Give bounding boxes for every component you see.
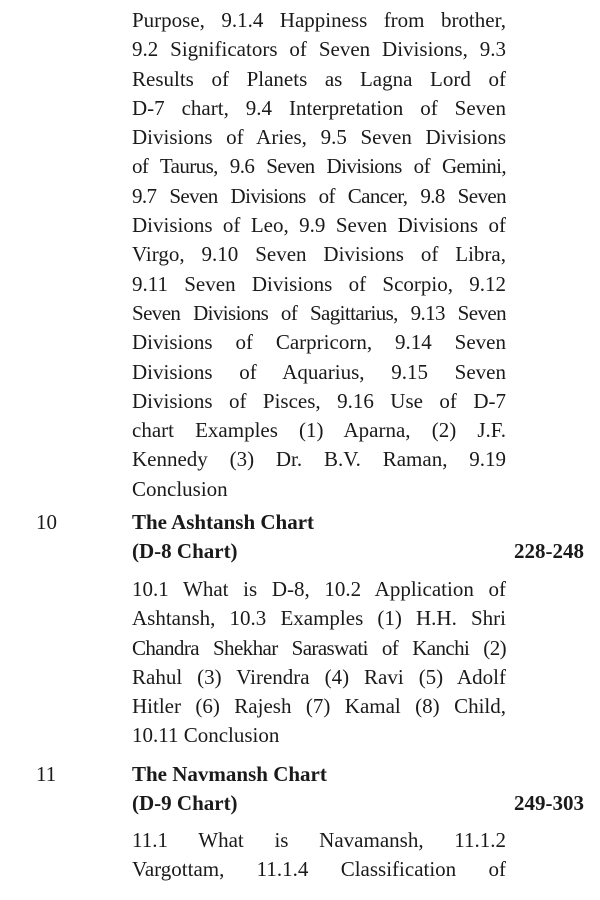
chapter-subtitle: (D-8 Chart) [132, 539, 238, 563]
toc-line: Rahul (3) Virendra (4) Ravi (5) Adolf [132, 664, 506, 689]
toc-line: Ashtansh, 10.3 Examples (1) H.H. Shri [132, 606, 506, 631]
chapter-subtitle: (D-9 Chart) [132, 791, 238, 815]
toc-line: 9.7 Seven Divisions of Cancer, 9.8 Seven [132, 183, 506, 208]
chapter-page-range: 249-303 [514, 791, 584, 815]
toc-line: Seven Divisions of Sagittarius, 9.13 Seven [132, 300, 506, 325]
chapter-number: 11 [36, 762, 57, 786]
toc-line: Divisions of Aries, 9.5 Seven Divisions [132, 125, 506, 150]
chapter-11-description [132, 826, 506, 885]
toc-line: 9.11 Seven Divisions of Scorpio, 9.12 [132, 271, 506, 296]
toc-line: of Taurus, 9.6 Seven Divisions of Gemini, [132, 154, 506, 179]
toc-line: Purpose, 9.1.4 Happiness from brother, [132, 8, 506, 32]
chapter-page-range: 228-248 [514, 539, 584, 563]
chapter-title: The Ashtansh Chart [132, 510, 315, 534]
toc-line: 11.1 What is Navamansh, 11.1.2 [132, 828, 506, 852]
toc-line: Results of Planets as Lagna Lord of [132, 66, 506, 91]
toc-line: 10.1 What is D-8, 10.2 Application of [132, 577, 506, 601]
toc-line: Vargottam, 11.1.4 Classification of [132, 857, 506, 882]
toc-line: Divisions of Aquarius, 9.15 Seven [132, 359, 506, 384]
toc-line: chart Examples (1) Aparna, (2) J.F. [132, 418, 506, 443]
toc-line: Divisions of Carpricorn, 9.14 Seven [132, 330, 506, 355]
toc-line: 10.11 Conclusion [132, 723, 280, 748]
toc-line: Divisions of Leo, 9.9 Seven Divisions of [132, 213, 506, 238]
chapter-number: 10 [36, 510, 57, 534]
chapter-10-description [132, 575, 506, 751]
toc-line: Virgo, 9.10 Seven Divisions of Libra, [132, 242, 506, 267]
chapter-9-description [132, 6, 506, 504]
toc-line: Conclusion [132, 476, 228, 501]
chapter-title: The Navmansh Chart [132, 762, 327, 786]
toc-line: Hitler (6) Rajesh (7) Kamal (8) Child, [132, 694, 506, 719]
toc-line: Divisions of Pisces, 9.16 Use of D-7 [132, 388, 506, 413]
toc-line: D-7 chart, 9.4 Interpretation of Seven [132, 95, 506, 120]
toc-line: Kennedy (3) Dr. B.V. Raman, 9.19 [132, 447, 506, 472]
toc-line: 9.2 Significators of Seven Divisions, 9.3 [132, 37, 506, 62]
toc-line: Chandra Shekhar Saraswati of Kanchi (2) [132, 635, 506, 660]
